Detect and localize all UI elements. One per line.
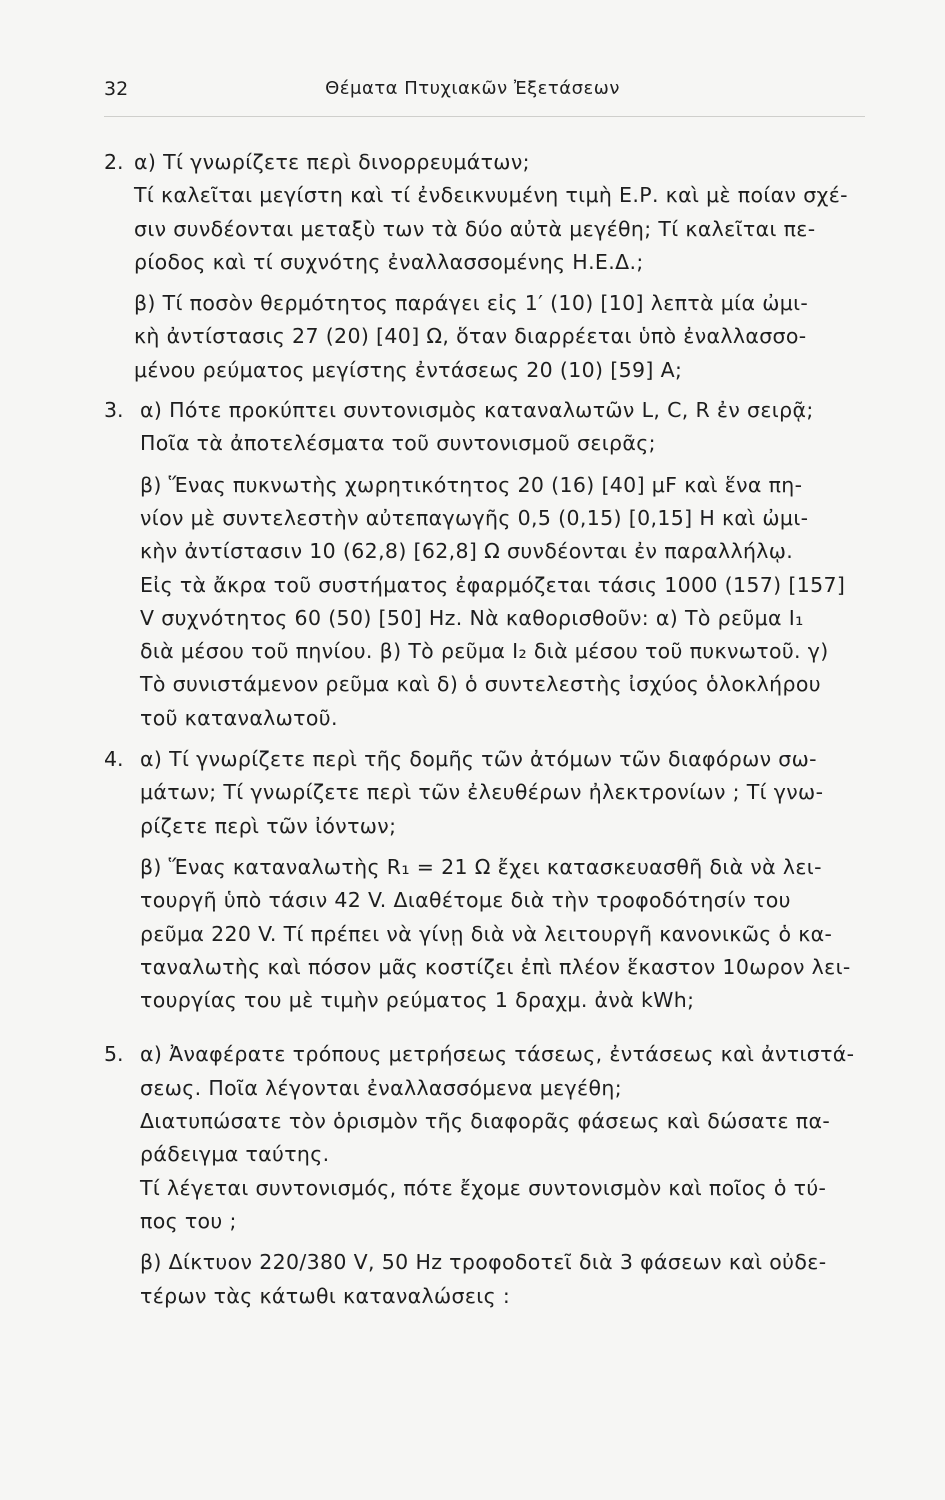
question-2	[104, 146, 912, 387]
question-line: μένου ρεύματος μεγίστης ἐντάσεως 20 (10) [59] Α;	[134, 357, 683, 382]
question-line: Τί λέγεται συντονισμός, πότε ἔχομε συντονισμὸν καὶ ποῖος ὁ τύ-	[140, 1175, 827, 1200]
question-line: ρίζετε περὶ τῶν ἰόντων;	[140, 813, 397, 838]
question-5	[104, 1038, 912, 1312]
question-line: πος του ;	[140, 1208, 237, 1233]
question-line: V συχνότητος 60 (50) [50] Hz. Νὰ καθορισθοῦν: α) Τὸ ρεῦμα I₁	[140, 605, 804, 630]
question-line: Διατυπώσατε τὸν ὁρισμὸν τῆς διαφορᾶς φάσεως καὶ δώσατε πα-	[140, 1109, 831, 1134]
question-line: ρεῦμα 220 V. Τί πρέπει νὰ γίνῃ διὰ νὰ λειτουργῆ κανονικῶς ὁ κα-	[140, 921, 833, 946]
question-line: μάτων; Τί γνωρίζετε περὶ τῶν ἐλευθέρων ἠλεκτρονίων ; Τί γνω-	[140, 780, 824, 805]
question-list	[104, 146, 912, 1313]
question-number: 5.	[104, 1042, 124, 1067]
question-line: ρίοδος καὶ τί συχνότης ἐναλλασσομένης Η.Ε.Δ.;	[134, 249, 644, 274]
question-4	[104, 743, 912, 1017]
question-line: σεως. Ποῖα λέγονται ἐναλλασσόμενα μεγέθη;	[140, 1075, 622, 1100]
question-line: Τί καλεῖται μεγίστη καὶ τί ἐνδεικνυμένη τιμὴ Ε.Ρ. καὶ μὲ ποίαν σχέ-	[134, 183, 848, 208]
question-line: ταναλωτὴς καὶ πόσον μᾶς κοστίζει ἐπὶ πλέον ἕκαστον 10ωρον λει-	[140, 954, 851, 979]
question-line: β) Ἕνας καταναλωτὴς R₁ = 21 Ω ἔχει κατασκευασθῆ διὰ νὰ λει-	[140, 854, 822, 879]
question-line: Τὸ συνιστάμενον ρεῦμα καὶ δ) ὁ συντελεστὴς ἰσχύος ὁλοκλήρου	[140, 672, 821, 697]
question-line: τοῦ καταναλωτοῦ.	[140, 705, 338, 730]
question-3	[104, 394, 912, 735]
page-header	[0, 78, 945, 108]
question-line: α) Τί γνωρίζετε περὶ τῆς δομῆς τῶν ἀτόμων τῶν διαφόρων σω-	[140, 747, 817, 772]
question-line: Ποῖα τὰ ἀποτελέσματα τοῦ συντονισμοῦ σειρᾶς;	[140, 431, 656, 456]
question-line: σιν συνδέονται μεταξὺ των τὰ δύο αὐτὰ μεγέθη; Τί καλεῖται πε-	[134, 216, 816, 241]
question-line: κὴν ἀντίστασιν 10 (62,8) [62,8] Ω συνδέονται ἐν παραλλήλῳ.	[140, 539, 794, 564]
running-title: Θέματα Πτυχιακῶν Ἐξετάσεων	[325, 78, 620, 99]
question-line: τουργῆ ὑπὸ τάσιν 42 V. Διαθέτομε διὰ τὴν τροφοδότησίν του	[140, 888, 791, 913]
question-line: ράδειγμα ταύτης.	[140, 1142, 330, 1167]
question-number: 2.	[104, 150, 124, 174]
question-line: α) Πότε προκύπτει συντονισμὸς καταναλωτῶν L, C, R ἐν σειρᾷ;	[140, 398, 814, 423]
question-line: κὴ ἀντίστασις 27 (20) [40] Ω, ὅταν διαρρέεται ὑπὸ ἐναλλασσο-	[134, 324, 807, 349]
question-line: β) Ἕνας πυκνωτὴς χωρητικότητος 20 (16) [40] μF καὶ ἕνα πη-	[140, 472, 803, 497]
header-rule	[104, 116, 865, 117]
question-line: τουργίας του μὲ τιμὴν ρεύματος 1 δραχμ. ἀνὰ kWh;	[140, 988, 695, 1013]
question-line: α) Ἀναφέρατε τρόπους μετρήσεως τάσεως, ἐντάσεως καὶ ἀντιστά-	[140, 1042, 855, 1067]
question-line: διὰ μέσου τοῦ πηνίου. β) Τὸ ρεῦμα I₂ διὰ μέσου τοῦ πυκνωτοῦ. γ)	[140, 639, 829, 664]
question-line: β) Τί ποσὸν θερμότητος παράγει εἰς 1′ (10) [10] λεπτὰ μία ὠμι-	[134, 291, 809, 316]
question-number: 3.	[104, 398, 124, 423]
question-number: 4.	[104, 747, 124, 772]
question-line: β) Δίκτυον 220/380 V, 50 Hz τροφοδοτεῖ διὰ 3 φάσεων καὶ οὐδε-	[140, 1250, 827, 1275]
page-number: 32	[104, 78, 129, 100]
question-line: νίον μὲ συντελεστὴν αὐτεπαγωγῆς 0,5 (0,15) [0,15] H καὶ ὠμι-	[140, 505, 809, 530]
question-line: τέρων τὰς κάτωθι καταναλώσεις :	[140, 1283, 511, 1308]
question-line: Εἰς τὰ ἄκρα τοῦ συστήματος ἐφαρμόζεται τάσις 1000 (157) [157]	[140, 572, 846, 597]
question-line: α) Τί γνωρίζετε περὶ δινορρευμάτων;	[134, 150, 530, 174]
